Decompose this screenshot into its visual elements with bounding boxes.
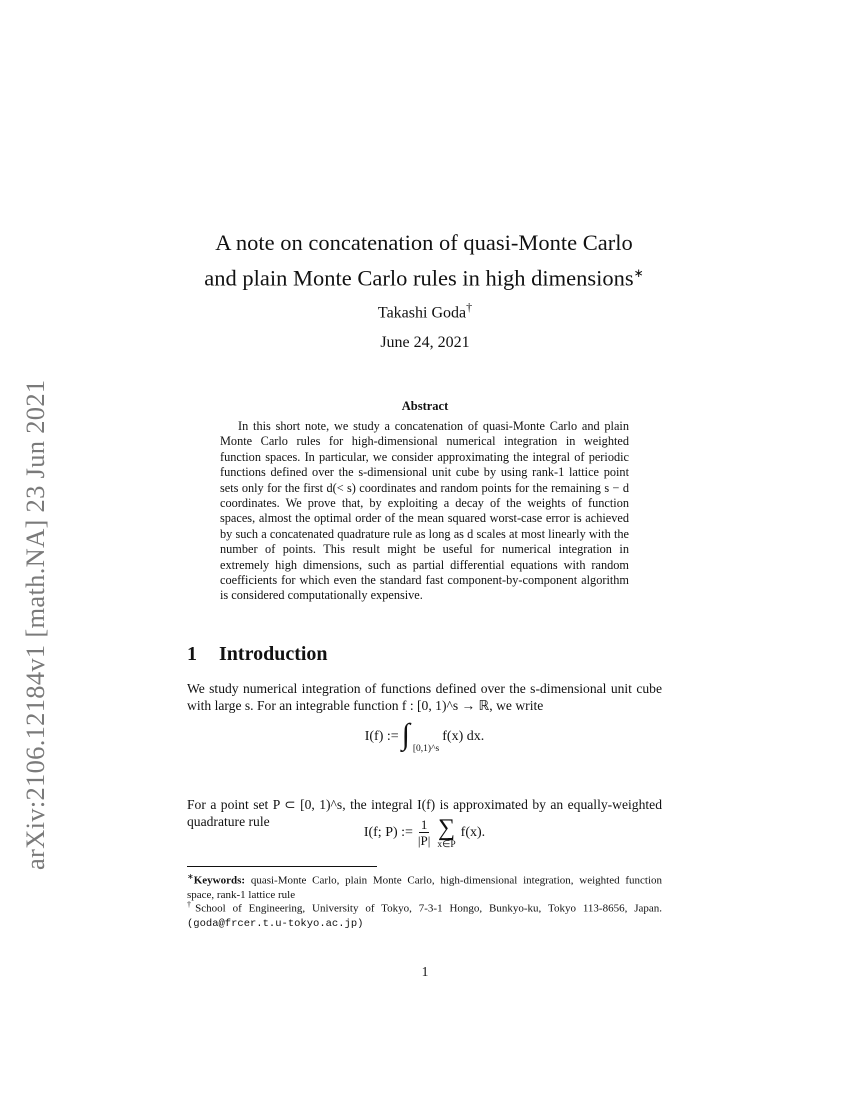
summation	[437, 816, 455, 850]
eq1-lhs: I(f) :=	[364, 729, 399, 744]
footnote-2-mark: †	[187, 900, 196, 909]
footnote-1-mark: ∗	[187, 872, 194, 881]
eq1-domain: [0,1)^s	[412, 744, 440, 754]
eq1-integrand: f(x) dx.	[442, 729, 485, 744]
abstract-heading: Abstract	[401, 399, 449, 413]
title-line-2-text: and plain Monte Carlo rules in high dimensions	[204, 265, 634, 291]
intro-paragraph-1: We study numerical integration of functions defined over the s-dimensional unit cube with large s. For an integrable function f : [0, 1)^s → ℝ, we write	[187, 681, 662, 713]
author-name: Takashi Goda	[377, 304, 467, 322]
equation-integral	[187, 718, 662, 768]
section-number: 1	[187, 643, 197, 665]
eq2-sum-limit: x∈P	[437, 840, 456, 850]
footnote-keywords-label: Keywords:	[193, 874, 246, 887]
abstract-body: In this short note, we study a concatenation of quasi-Monte Carlo and plain Monte Carlo rules for high-dimensional numerical integration in weighted function spaces. In particular, we consider approximating the integral of periodic functions defined over the s-dimensional unit cube by using rank-1 lattice point sets only for the first d(< s) coordinates and random points for the remaining s − d coordinates. We prove that, by exploiting a decay of the weights of function spaces, almost the optimal order of the mean squared worst-case error is achieved by such a concatenated quadrature rule as long as d scales at most linearly with the number of points. This result might be useful for numerical integration in extremely high dimensions, such as partial differential equations with random coefficients for which even the standard fast component-by-component algorithm is considered computationally expensive.	[220, 419, 629, 603]
sigma-icon: ∑	[437, 815, 456, 841]
footnote-affiliation-text: School of Engineering, University of Tokyo, 7-3-1 Hongo, Bunkyo-ku, Tokyo 113-8656, Japan.	[195, 902, 663, 915]
footnote-affiliation	[187, 898, 662, 931]
title-footnote-mark: ∗	[633, 266, 644, 280]
page-number: 1	[421, 964, 429, 979]
eq2-fraction	[418, 817, 430, 849]
paper-date: June 24, 2021	[380, 334, 470, 351]
author-email[interactable]: (goda@frcer.t.u-tokyo.ac.jp)	[187, 917, 364, 930]
author-footnote-mark: †	[466, 300, 473, 314]
author	[0, 300, 850, 322]
intro-paragraph-2: For a point set P ⊂ [0, 1)^s, the integral I(f) is approximated by an equally-weighted quadrature rule	[187, 797, 662, 829]
eq2-rhs: f(x).	[460, 825, 486, 840]
footnote-keywords-text: quasi-Monte Carlo, plain Monte Carlo, high-dimensional integration, weighted function space, rank-1 lattice rule	[187, 874, 663, 901]
eq2-lhs: I(f; P) :=	[363, 825, 413, 840]
eq2-numerator: 1	[420, 817, 428, 832]
eq2-denominator: |P|	[417, 833, 431, 848]
paper-title	[150, 228, 698, 294]
integral-sign-icon: ∫	[401, 718, 410, 751]
footnote-keywords	[187, 870, 662, 902]
title-line-2	[150, 258, 698, 294]
footnote-rule	[187, 866, 377, 867]
section-heading	[187, 643, 328, 666]
equation-quadrature	[187, 816, 662, 864]
title-line-1: A note on concatenation of quasi-Monte Carlo	[215, 230, 633, 255]
section-title: Introduction	[219, 643, 328, 665]
arxiv-identifier: arXiv:2106.12184v1 [math.NA] 23 Jun 2021	[20, 379, 50, 870]
